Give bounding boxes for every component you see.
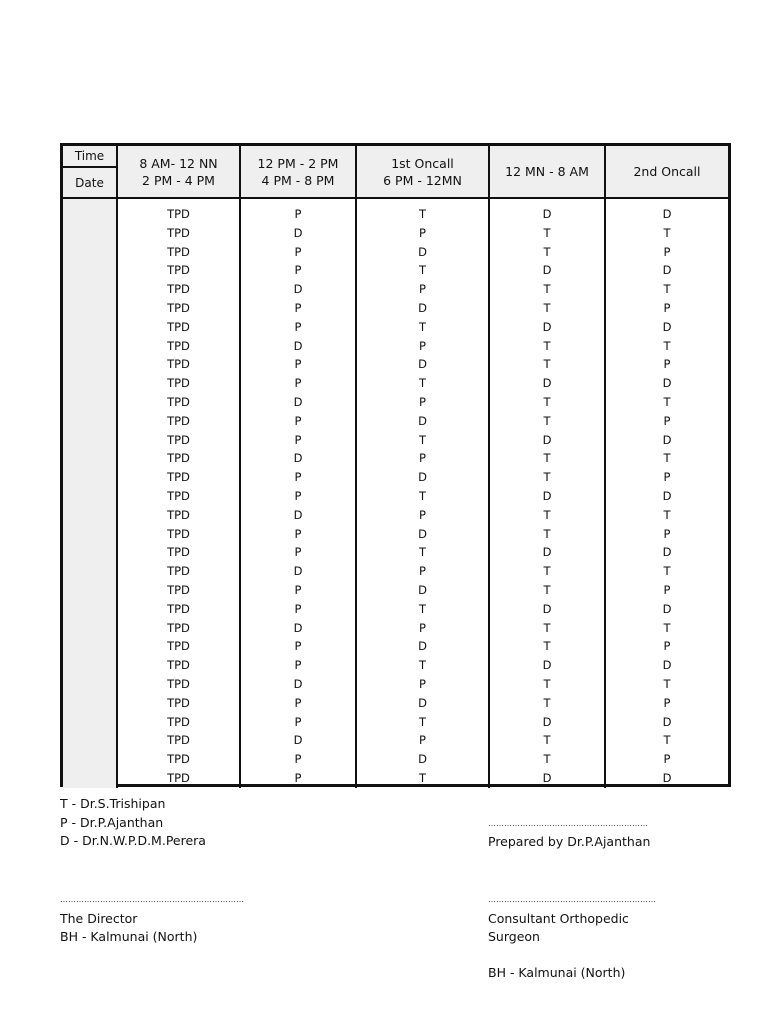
date-column <box>63 199 118 788</box>
roster-cell: TPD <box>167 300 190 315</box>
roster-cell: P <box>419 282 426 297</box>
roster-cell: D <box>293 564 303 579</box>
date-label: Date <box>75 175 104 190</box>
roster-cell: D <box>662 545 672 560</box>
roster-cell: D <box>293 451 303 466</box>
roster-cell: P <box>663 357 671 372</box>
roster-cell: D <box>542 714 552 729</box>
roster-cell: P <box>294 413 302 428</box>
roster-cell: P <box>294 300 302 315</box>
roster-cell: P <box>419 676 426 691</box>
roster-cell: P <box>419 733 426 748</box>
roster-cell: T <box>663 676 671 691</box>
roster-cell: TPD <box>167 639 190 654</box>
roster-cell: T <box>663 564 671 579</box>
roster-cell: D <box>542 263 552 278</box>
roster-cell: TPD <box>167 545 190 560</box>
roster-cell: T <box>418 770 427 785</box>
roster-cell: P <box>294 770 302 785</box>
roster-cell: P <box>663 526 671 541</box>
roster-cell: TPD <box>167 338 190 353</box>
roster-cell: T <box>543 470 551 485</box>
roster-cell: T <box>663 620 671 635</box>
column-header-4-line-1: 12 MN - 8 AM <box>505 164 589 179</box>
consultant-block <box>488 891 656 982</box>
roster-cell: P <box>419 394 426 409</box>
roster-cell: TPD <box>167 601 190 616</box>
roster-cell: T <box>663 225 671 240</box>
roster-cell: D <box>542 432 552 447</box>
roster-cell: TPD <box>167 413 190 428</box>
roster-cell: D <box>662 432 672 447</box>
roster-cell: D <box>418 526 427 541</box>
roster-cell: P <box>294 488 302 503</box>
roster-cell: T <box>543 733 551 748</box>
roster-cell: T <box>418 263 427 278</box>
roster-cell: T <box>418 376 427 391</box>
column-header-2-line-2: 4 PM - 8 PM <box>261 172 335 188</box>
roster-cell: T <box>543 564 551 579</box>
prepared-block <box>488 815 650 851</box>
roster-cell: D <box>293 676 303 691</box>
roster-cell: P <box>294 263 302 278</box>
roster-cell: P <box>663 582 671 597</box>
roster-cell: D <box>418 300 427 315</box>
roster-cell: P <box>663 752 671 767</box>
roster-cell: D <box>662 658 672 673</box>
roster-cell: T <box>663 282 671 297</box>
roster-cell: TPD <box>167 207 190 221</box>
roster-cell: P <box>294 319 302 334</box>
roster-cell: TPD <box>167 282 190 297</box>
roster-cell: T <box>543 282 551 297</box>
column-3-cells <box>357 199 490 788</box>
column-header-2 <box>241 146 357 199</box>
roster-cell: P <box>419 564 426 579</box>
roster-cell: T <box>543 526 551 541</box>
roster-cell: P <box>294 545 302 560</box>
roster-cell: D <box>662 376 672 391</box>
roster-cell: P <box>294 526 302 541</box>
consultant-hospital: BH - Kalmunai (North) <box>488 964 626 980</box>
roster-cell: D <box>418 244 427 259</box>
roster-cell: D <box>293 338 303 353</box>
roster-cell: T <box>543 244 551 259</box>
roster-cell: P <box>663 470 671 485</box>
roster-cell: TPD <box>167 770 190 785</box>
roster-cell: D <box>662 770 672 785</box>
column-header-3-line-1: 1st Oncall <box>391 155 454 171</box>
director-title: The Director <box>60 910 138 926</box>
roster-cell: D <box>293 394 303 409</box>
roster-cell: T <box>543 357 551 372</box>
roster-cell: D <box>662 488 672 503</box>
consultant-signature-line: ……………………………………………………… <box>488 895 656 904</box>
roster-cell: P <box>419 507 426 522</box>
roster-cell: D <box>293 620 303 635</box>
roster-cell: TPD <box>167 376 190 391</box>
roster-cell: TPD <box>167 225 190 240</box>
roster-cell: T <box>418 714 427 729</box>
roster-cell: D <box>293 733 303 748</box>
roster-cell: TPD <box>167 582 190 597</box>
roster-cell: TPD <box>167 319 190 334</box>
roster-cell: TPD <box>167 695 190 710</box>
roster-cell: TPD <box>167 620 190 635</box>
roster-cell: D <box>542 488 552 503</box>
roster-cell: P <box>663 413 671 428</box>
roster-cell: P <box>663 244 671 259</box>
roster-cell: P <box>294 357 302 372</box>
roster-cell: D <box>418 357 427 372</box>
column-header-1-line-2: 2 PM - 4 PM <box>142 172 215 188</box>
roster-cell: P <box>294 432 302 447</box>
column-header-3-line-2: 6 PM - 12MN <box>383 172 462 188</box>
director-block <box>60 891 244 947</box>
roster-cell: TPD <box>167 244 190 259</box>
roster-cell: T <box>543 394 551 409</box>
roster-cell: D <box>418 752 427 767</box>
roster-cell: TPD <box>167 507 190 522</box>
roster-cell: TPD <box>167 733 190 748</box>
prepared-by-label: Prepared by Dr.P.Ajanthan <box>488 834 651 849</box>
column-header-3 <box>357 146 490 199</box>
roster-cell: D <box>662 714 672 729</box>
roster-cell: TPD <box>167 488 190 503</box>
column-header-5-line-1: 2nd Oncall <box>633 164 701 179</box>
roster-cell: T <box>543 676 551 691</box>
time-date-header <box>63 146 118 199</box>
roster-cell: D <box>542 545 552 560</box>
roster-cell: P <box>294 714 302 729</box>
time-label: Time <box>63 146 116 168</box>
roster-cell: P <box>294 695 302 710</box>
consultant-title-2: Surgeon <box>488 929 540 944</box>
roster-cell: P <box>294 752 302 767</box>
roster-cell: T <box>418 432 427 447</box>
director-signature-line: …………………………………………………………… <box>60 895 244 904</box>
roster-cell: P <box>663 639 671 654</box>
roster-cell: P <box>663 300 671 315</box>
roster-cell: T <box>543 507 551 522</box>
roster-cell: D <box>418 639 427 654</box>
roster-cell: D <box>542 770 552 785</box>
roster-cell: T <box>418 488 427 503</box>
roster-cell: P <box>294 376 302 391</box>
roster-cell: P <box>294 601 302 616</box>
roster-cell: T <box>543 451 551 466</box>
roster-cell: D <box>542 207 552 221</box>
roster-cell: P <box>294 207 302 221</box>
roster-cell: D <box>293 225 303 240</box>
roster-cell: T <box>543 695 551 710</box>
roster-cell: T <box>663 394 671 409</box>
consultant-title: Consultant Orthopedic <box>488 910 629 926</box>
legend-item-t: T - Dr.S.Trishipan <box>60 796 166 811</box>
roster-cell: TPD <box>167 564 190 579</box>
roster-cell: T <box>663 733 671 748</box>
roster-cell: P <box>663 695 671 710</box>
roster-cell: D <box>542 376 552 391</box>
roster-cell: T <box>418 545 427 560</box>
roster-cell: D <box>418 582 427 597</box>
roster-cell: D <box>662 263 672 278</box>
legend-item-p: P - Dr.P.Ajanthan <box>60 814 164 830</box>
roster-cell: P <box>419 620 426 635</box>
column-header-1-line-1: 8 AM- 12 NN <box>139 155 218 171</box>
roster-cell: T <box>543 225 551 240</box>
roster-cell: T <box>663 338 671 353</box>
roster-cell: T <box>663 451 671 466</box>
roster-cell: D <box>542 601 552 616</box>
roster-cell: TPD <box>167 658 190 673</box>
roster-cell: T <box>418 207 427 221</box>
roster-cell: P <box>419 225 426 240</box>
column-1-cells <box>118 199 241 788</box>
roster-cell: D <box>542 319 552 334</box>
roster-cell: D <box>418 695 427 710</box>
roster-cell: P <box>419 451 426 466</box>
roster-cell: D <box>293 507 303 522</box>
roster-cell: P <box>294 582 302 597</box>
roster-cell: T <box>418 658 427 673</box>
roster-cell: P <box>419 338 426 353</box>
roster-cell: TPD <box>167 451 190 466</box>
column-2-cells <box>241 199 357 788</box>
roster-cell: T <box>543 338 551 353</box>
roster-cell: TPD <box>167 470 190 485</box>
director-hospital: BH - Kalmunai (North) <box>60 929 198 944</box>
roster-cell: TPD <box>167 263 190 278</box>
roster-cell: TPD <box>167 357 190 372</box>
duty-roster-table <box>60 143 731 787</box>
roster-cell: T <box>543 620 551 635</box>
roster-cell: P <box>294 658 302 673</box>
roster-cell: P <box>294 244 302 259</box>
column-4-cells <box>490 199 606 788</box>
roster-cell: P <box>294 470 302 485</box>
prepared-signature-line: …………………………………………………… <box>488 819 648 828</box>
column-5-cells <box>606 199 728 788</box>
legend <box>60 795 206 851</box>
roster-cell: P <box>294 639 302 654</box>
roster-cell: T <box>543 752 551 767</box>
legend-item-d: D - Dr.N.W.P.D.M.Perera <box>60 833 206 848</box>
roster-cell: T <box>663 507 671 522</box>
column-header-5 <box>606 146 728 199</box>
roster-cell: TPD <box>167 752 190 767</box>
roster-cell: TPD <box>167 714 190 729</box>
roster-cell: D <box>418 413 427 428</box>
roster-cell: TPD <box>167 394 190 409</box>
roster-cell: T <box>543 300 551 315</box>
roster-cell: T <box>418 601 427 616</box>
roster-cell: D <box>418 470 427 485</box>
roster-cell: D <box>542 658 552 673</box>
roster-cell: D <box>662 319 672 334</box>
roster-cell: T <box>543 582 551 597</box>
roster-cell: T <box>418 319 427 334</box>
roster-cell: D <box>293 282 303 297</box>
consultant-spacer <box>488 947 656 964</box>
roster-cell: TPD <box>167 432 190 447</box>
roster-cell: T <box>543 639 551 654</box>
roster-cell: D <box>662 601 672 616</box>
roster-cell: TPD <box>167 526 190 541</box>
roster-cell: TPD <box>167 676 190 691</box>
roster-cell: D <box>662 207 672 221</box>
roster-cell: T <box>543 413 551 428</box>
column-header-2-line-1: 12 PM - 2 PM <box>257 155 339 171</box>
column-header-1 <box>118 146 241 199</box>
column-header-4 <box>490 146 606 199</box>
